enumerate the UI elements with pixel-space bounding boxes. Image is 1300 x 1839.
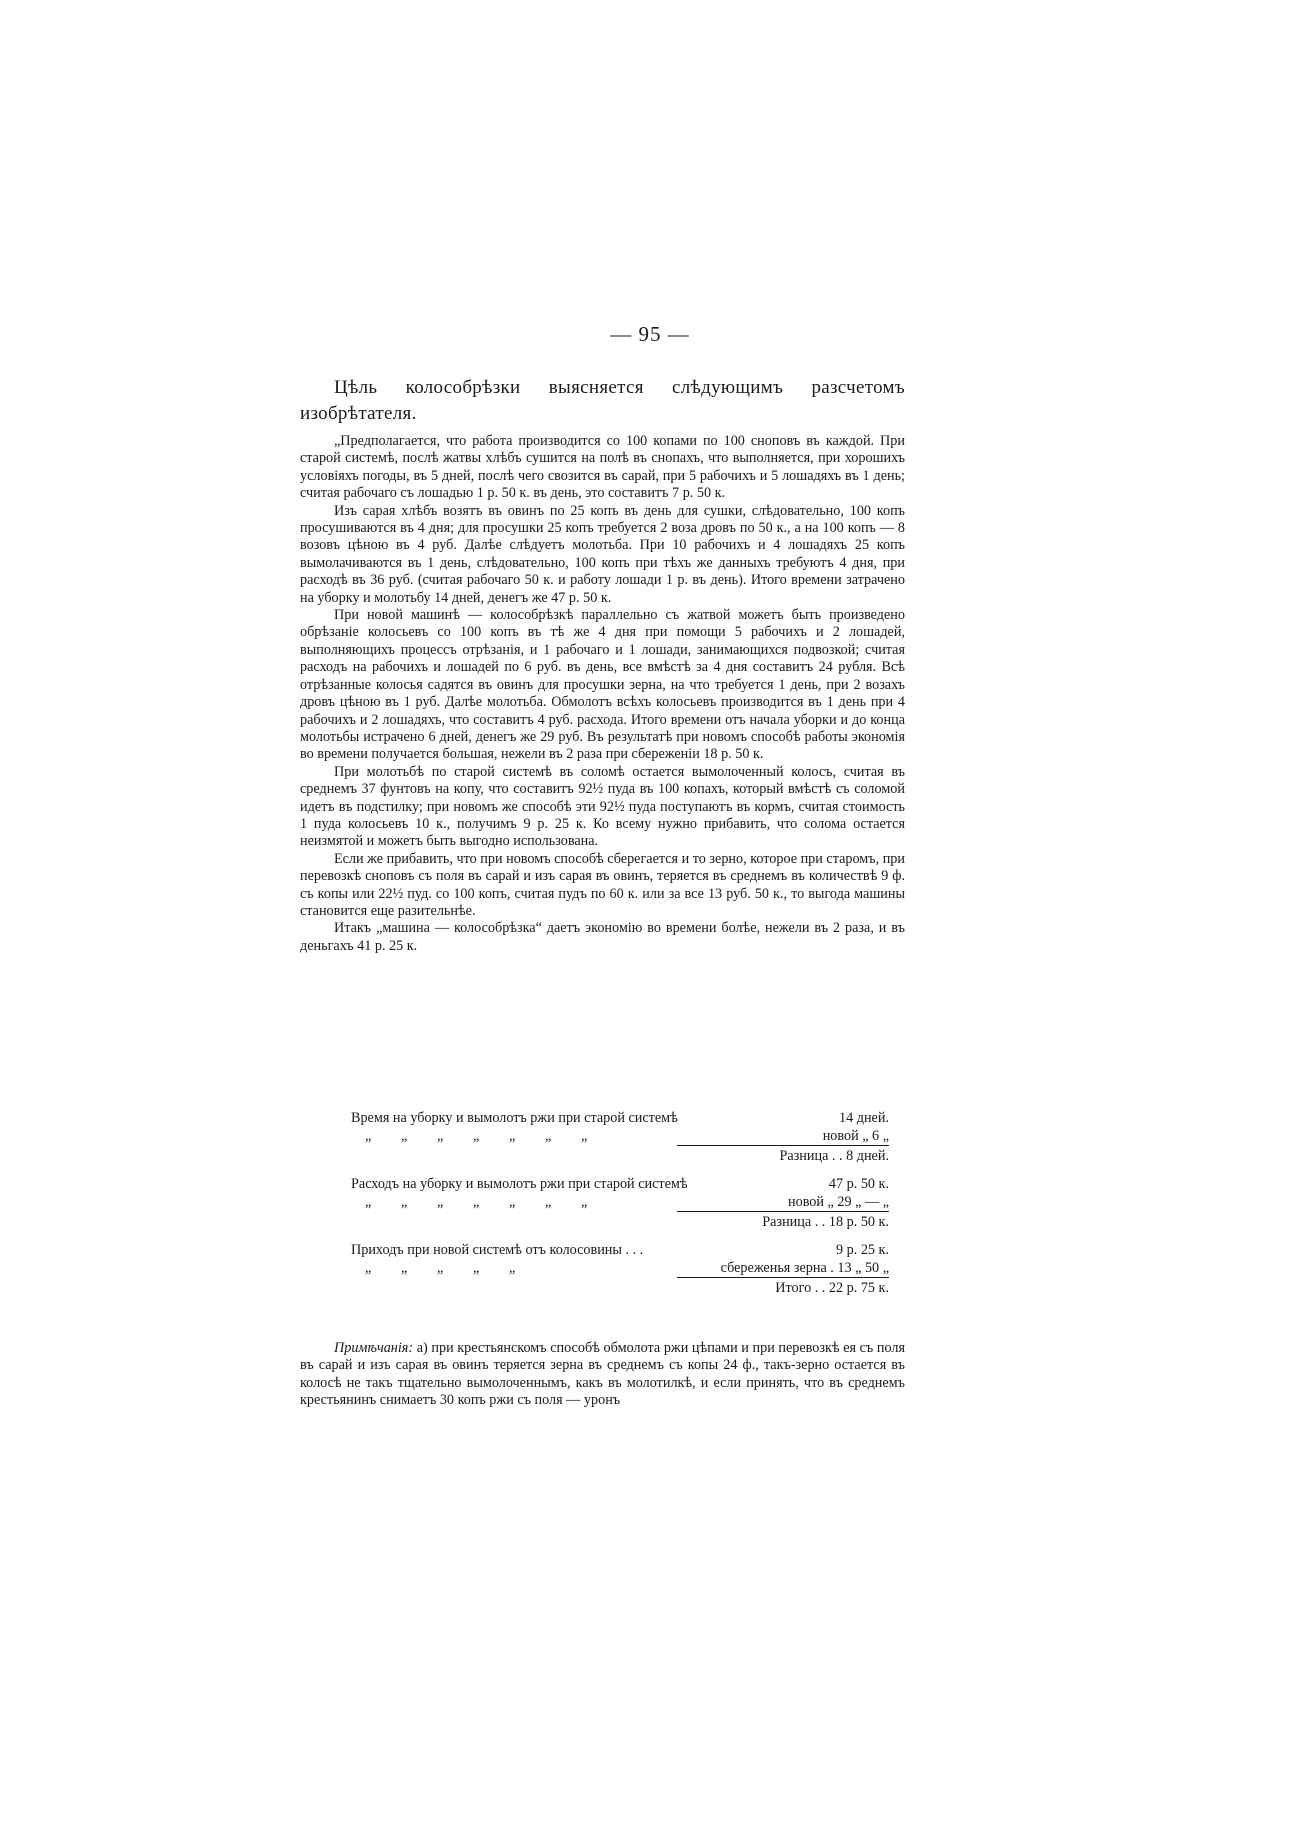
notes — [300, 1340, 905, 1410]
calc-row — [351, 1175, 889, 1193]
calculation-table — [351, 1109, 889, 1307]
paragraph: Если же прибавить, что при новомъ способѣ сберегается и то зерно, которое при старомъ, при перевозкѣ сноповъ съ поля въ сарай и изъ сарая въ овинъ, теряется въ среднемъ въ количествѣ 9 ф. съ копы или 22½ пуд. со 100 копъ, считая пудъ по 60 к. или за все 13 руб. 50 к., то выгода машины становится еще разительнѣе. — [300, 850, 905, 919]
calc-total-row — [351, 1145, 889, 1167]
calc-label: Время на уборку и вымолотъ ржи при старой системѣ — [351, 1110, 678, 1126]
notes-text: а) при крестьянскомъ способѣ обмолота ржи цѣпами и при перевозкѣ ея съ поля въ сарай и изъ сарая въ овинъ теряется зерна въ среднемъ съ копы 24 ф., такъ-зерно остается въ колосѣ не такъ тщательно вымолоченнымъ, какъ въ молотилкѣ, и если принять, что въ среднемъ крестьянинъ снимаетъ 30 копъ ржи съ поля — уронъ — [300, 1340, 905, 1409]
ditto-mark: „ — [473, 1128, 480, 1144]
ditto-mark: „ — [365, 1194, 372, 1210]
paragraph: Изъ сарая хлѣбъ возятъ въ овинъ по 25 копъ въ день для сушки, слѣдовательно, 100 копъ просушиваются въ 4 дня; для просушки 25 копъ требуется 2 воза дровъ по 50 к., а на 100 копъ — 8 возовъ цѣною въ 4 руб. Далѣе слѣдуетъ молотьба. При 10 рабочихъ и 4 лошадяхъ 25 копъ вымолачиваются въ 1 день, слѣдовательно, 100 копъ при тѣхъ же данныхъ требуютъ 4 дня, при расходѣ въ 36 руб. (считая рабочаго 50 к. и работу лошади 1 р. въ день). Итого времени затрачено на уборку и молотьбу 14 дней, денегъ же 47 р. 50 к. — [300, 502, 905, 606]
ditto-mark: „ — [509, 1260, 516, 1276]
ditto-mark: „ — [437, 1128, 444, 1144]
calc-value: сбереженья зерна . 13 „ 50 „ — [720, 1260, 889, 1276]
ditto-mark: „ — [545, 1128, 552, 1144]
main-text — [300, 375, 905, 955]
ditto-mark: „ — [401, 1194, 408, 1210]
ditto-mark: „ — [401, 1260, 408, 1276]
ditto-mark: „ — [581, 1128, 588, 1144]
income-group — [351, 1241, 889, 1299]
notes-label: Примѣчанія: — [334, 1340, 414, 1356]
calc-value: 14 дней. — [839, 1110, 889, 1126]
ditto-marks — [365, 1127, 617, 1145]
page-number: — 95 — — [610, 322, 690, 346]
calc-row — [351, 1241, 889, 1259]
ditto-mark: „ — [509, 1194, 516, 1210]
paragraph: „Предполагается, что работа производится со 100 копами по 100 сноповъ въ каждой. При старой системѣ, послѣ жатвы хлѣбъ сушится на полѣ въ снопахъ, что выполняется, при хорошихъ условіяхъ погоды, въ 5 дней, послѣ чего свозится въ сарай, при 5 рабочихъ и 5 лошадяхъ въ 1 день; считая рабочаго съ лошадью 1 р. 50 к. въ день, это составитъ 7 р. 50 к. — [300, 433, 905, 502]
cost-group — [351, 1175, 889, 1233]
calc-value: новой „ 29 „ — „ — [788, 1194, 889, 1210]
calc-row — [351, 1193, 889, 1211]
calc-value: 47 р. 50 к. — [828, 1176, 889, 1192]
time-group — [351, 1109, 889, 1167]
calc-total-row — [351, 1277, 889, 1299]
notes-paragraph — [300, 1340, 905, 1410]
ditto-mark: „ — [437, 1194, 444, 1210]
ditto-mark: „ — [473, 1194, 480, 1210]
ditto-mark: „ — [581, 1194, 588, 1210]
calc-value: новой „ 6 „ — [822, 1128, 889, 1144]
paragraph: При новой машинѣ — колособрѣзкѣ параллельно съ жатвой можетъ быть произведено обрѣзаніе колосьевъ со 100 копъ въ тѣ же 4 дня при помощи 5 рабочихъ и 2 лошадей, выполняющихъ процессъ отрѣзанія, и 1 рабочаго и 1 лошади, занимающихся подвозкой; считая расходъ на рабочихъ и лошадей по 6 руб. въ день, все вмѣстѣ за 4 дня составитъ 24 рубля. Всѣ отрѣзанные колосья садятся въ овинъ для просушки зерна, на что требуется 1 день, при 2 возахъ дровъ цѣною въ 1 руб. Далѣе молотьба. Обмолотъ всѣхъ колосьевъ производится въ 1 день при 4 рабочихъ и 2 лошадяхъ, что составитъ 4 руб. расхода. Итого времени отъ начала уборки и до конца молотьбы истрачено 6 дней, денегъ же 29 руб. Въ результатѣ при новомъ способѣ работы экономія во времени получается большая, нежели въ 2 раза при сбереженіи 18 р. 50 к. — [300, 607, 905, 763]
ditto-mark: „ — [473, 1260, 480, 1276]
ditto-mark: „ — [545, 1194, 552, 1210]
ditto-mark: „ — [401, 1128, 408, 1144]
calc-row — [351, 1127, 889, 1145]
ditto-marks — [365, 1193, 617, 1211]
calc-row — [351, 1109, 889, 1127]
ditto-mark: „ — [365, 1128, 372, 1144]
calc-label: Приходъ при новой системѣ отъ колосовины . . . — [351, 1242, 644, 1258]
calc-label: Расходъ на уборку и вымолотъ ржи при старой системѣ — [351, 1176, 688, 1192]
ditto-mark: „ — [365, 1260, 372, 1276]
calc-value: 9 р. 25 к. — [835, 1242, 889, 1258]
calc-total: Разница . . 8 дней. — [779, 1148, 889, 1164]
paragraph: При молотьбѣ по старой системѣ въ соломѣ остается вымолоченный колосъ, считая въ среднемъ 37 фунтовъ на копу, что составитъ 92½ пуда въ 100 копахъ, который вмѣстѣ съ соломой идетъ въ подстилку; при новомъ же способѣ эти 92½ пуда поступаютъ въ кормъ, считая стоимость 1 пуда колосьевъ 10 к., получимъ 9 р. 25 к. Ко всему нужно прибавить, что солома остается неизмятой и можетъ быть выгодно использована. — [300, 763, 905, 850]
ditto-marks — [365, 1259, 545, 1277]
ditto-mark: „ — [437, 1260, 444, 1276]
calc-row — [351, 1259, 889, 1277]
calc-total-row — [351, 1211, 889, 1233]
calc-total: Разница . . 18 р. 50 к. — [762, 1214, 889, 1230]
ditto-mark: „ — [509, 1128, 516, 1144]
calc-total: Итого . . 22 р. 75 к. — [775, 1280, 889, 1296]
section-heading: Цѣль колособрѣзки выясняется слѣдующимъ разсчетомъ изобрѣтателя. — [300, 377, 905, 424]
paragraph: Итакъ „машина — колособрѣзка“ даетъ экономію во времени болѣе, нежели въ 2 раза, и въ деньгахъ 41 р. 25 к. — [300, 920, 905, 954]
